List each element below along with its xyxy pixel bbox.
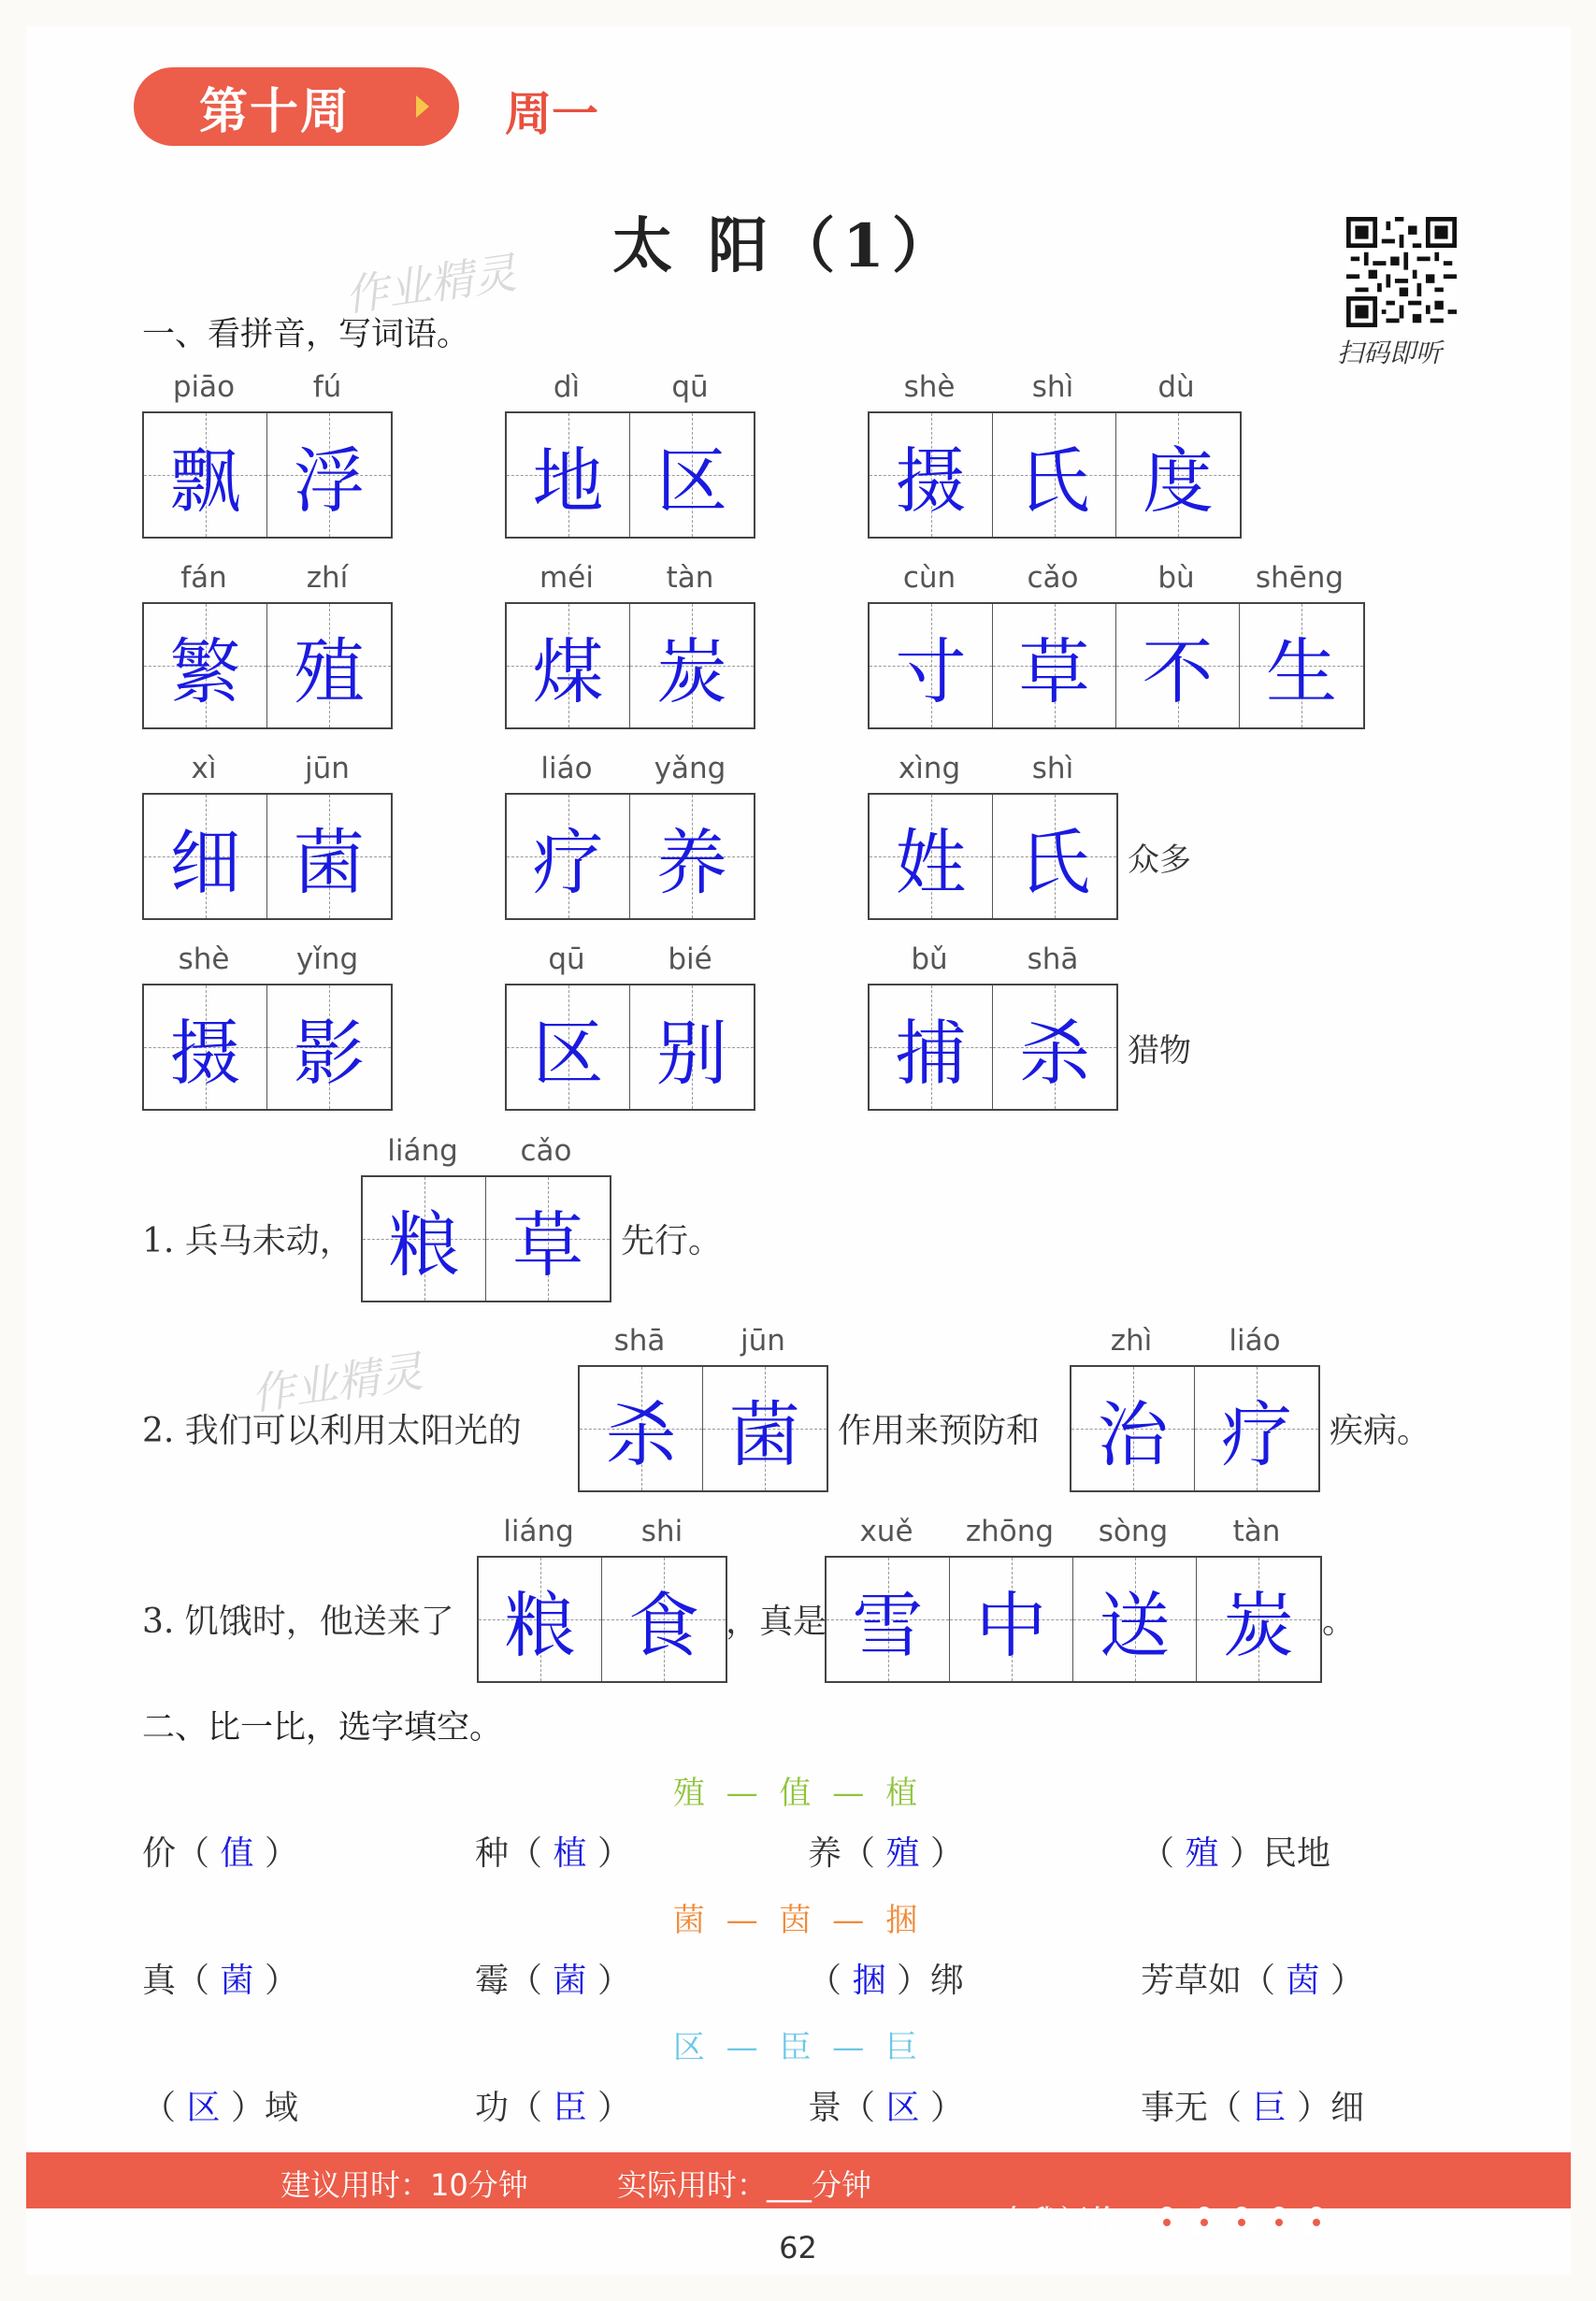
writing-box[interactable] (267, 413, 391, 537)
watermark-logo: 作业精灵 (341, 247, 520, 322)
pinyin-label: xì (191, 752, 217, 785)
fill-text-after: ） (264, 1962, 298, 2000)
writing-grid (868, 411, 1242, 539)
fill-text-before: 事无（ (1141, 2089, 1243, 2127)
fill-answer[interactable] (1174, 1834, 1229, 1873)
fill-text-after: ） (929, 2089, 964, 2127)
suggested-time: 建议用时：10分钟 (280, 2167, 528, 2203)
qr-code-icon[interactable] (1346, 217, 1457, 327)
answer-char: 摄 (895, 439, 967, 523)
writing-grid (868, 984, 1118, 1111)
writing-box[interactable] (267, 604, 391, 727)
pinyin-label: shì (1031, 752, 1074, 785)
answer-char: 寸 (895, 629, 967, 713)
answer-char: 菌 (729, 1392, 800, 1476)
answer-char: 细 (169, 820, 241, 904)
fill-text-before: 养（ (808, 1834, 876, 1873)
writing-box[interactable] (630, 604, 754, 727)
word-box-group (142, 370, 393, 539)
writing-box[interactable] (993, 985, 1116, 1109)
writing-box[interactable] (144, 413, 267, 537)
writing-grid (477, 1556, 727, 1683)
fill-answer-text: 臣 (553, 2089, 587, 2127)
pinyin-label: xuě (859, 1515, 913, 1548)
fill-text-after: ） (1330, 1962, 1364, 2000)
pinyin-row (825, 1515, 1322, 1556)
answer-char: 送 (1099, 1583, 1171, 1667)
writing-box[interactable] (630, 413, 754, 537)
pinyin-row (505, 752, 755, 793)
fill-blank-item (142, 2081, 298, 2129)
pinyin-row (142, 561, 393, 602)
word-box-group (505, 561, 755, 729)
week-label: 第十周 (199, 83, 352, 140)
pinyin-row (578, 1324, 828, 1365)
answer-char: 草 (1018, 629, 1090, 713)
pinyin-label: shēng (1255, 561, 1344, 595)
pinyin-row (477, 1515, 727, 1556)
writing-grid (142, 602, 393, 729)
page-number: 62 (779, 2230, 817, 2265)
answer-char: 雪 (852, 1583, 924, 1667)
fill-text-before: 真（ (142, 1962, 210, 2000)
answer-char: 炭 (1223, 1583, 1294, 1667)
writing-grid (505, 602, 755, 729)
fill-text-before: （ (808, 1962, 842, 2000)
word-box-group (142, 942, 393, 1111)
answer-char: 草 (512, 1202, 583, 1287)
writing-box[interactable] (1197, 1558, 1320, 1681)
answer-char: 别 (656, 1011, 727, 1095)
answer-char: 炭 (656, 629, 727, 713)
word-box-group (505, 752, 755, 920)
fill-answer[interactable] (875, 2089, 930, 2127)
fill-blank-item (1141, 2081, 1364, 2129)
pinyin-label: yǎng (654, 752, 726, 785)
writing-box[interactable] (144, 604, 267, 727)
fill-text-after: ）细 (1296, 2089, 1364, 2127)
fill-answer[interactable] (1275, 1962, 1330, 2000)
fill-answer[interactable] (1242, 2089, 1297, 2127)
pinyin-label: zhí (306, 561, 349, 595)
word-box-group (361, 1134, 611, 1302)
fill-blank-item (808, 1827, 964, 1875)
pinyin-label: shā (613, 1324, 666, 1358)
fill-answer[interactable] (841, 1962, 897, 2000)
writing-box[interactable] (1071, 1367, 1195, 1490)
word-box-group (477, 1515, 727, 1683)
writing-box[interactable] (950, 1558, 1073, 1681)
pinyin-label: bù (1157, 561, 1195, 595)
writing-box[interactable] (507, 985, 630, 1109)
pinyin-label: cǎo (520, 1134, 572, 1168)
pinyin-label: fú (312, 370, 342, 404)
fill-answer-text: 区 (186, 2089, 221, 2127)
qr-caption: 扫码即听 (1337, 338, 1443, 368)
pinyin-label: sòng (1098, 1515, 1169, 1548)
writing-grid (868, 602, 1365, 729)
word-box-group (505, 370, 755, 539)
fill-blank-item (475, 2081, 631, 2129)
pinyin-row (868, 942, 1118, 984)
answer-char: 氏 (1019, 820, 1090, 904)
answer-char: 粮 (504, 1583, 576, 1667)
writing-box[interactable] (827, 1558, 950, 1681)
pinyin-label: shi (640, 1515, 683, 1548)
writing-box[interactable] (486, 1177, 610, 1301)
fill-text-before: 价（ (142, 1834, 210, 1873)
day-label: 周一 (505, 87, 598, 141)
word-box-group (142, 752, 393, 920)
writing-box[interactable] (870, 413, 993, 537)
fill-text-after: ）绑 (896, 1962, 964, 2000)
fill-answer[interactable] (542, 1834, 597, 1873)
writing-grid (868, 793, 1118, 920)
answer-char: 不 (1142, 629, 1214, 713)
writing-grid (825, 1556, 1322, 1683)
pinyin-label: qū (548, 942, 585, 976)
writing-box[interactable] (1116, 604, 1240, 727)
fill-blank-item (1141, 1954, 1364, 2002)
answer-char: 菌 (294, 820, 365, 904)
fill-blank-item (808, 2081, 964, 2129)
fill-text-after: ） (597, 1834, 631, 1873)
pinyin-label: liáng (503, 1515, 574, 1548)
pinyin-label: jūn (740, 1324, 785, 1358)
pinyin-label: bǔ (911, 942, 948, 976)
answer-char: 地 (532, 439, 604, 523)
fill-text-before: （ (1141, 1834, 1175, 1873)
pinyin-row (505, 561, 755, 602)
sentence-suffix: 。 (1322, 1603, 1357, 1641)
word-box-group (578, 1324, 828, 1492)
sentence-middle: ，真是 (726, 1603, 827, 1641)
fill-answer[interactable] (209, 1834, 265, 1873)
writing-box[interactable] (870, 604, 993, 727)
answer-char: 区 (656, 439, 727, 523)
fill-answer-text: 巨 (1252, 2089, 1287, 2127)
pinyin-label: tàn (666, 561, 714, 595)
fill-text-after: ）民地 (1229, 1834, 1330, 1873)
fill-text-before: 功（ (475, 2089, 543, 2127)
answer-char: 浮 (294, 439, 365, 523)
fill-answer[interactable] (542, 1962, 597, 2000)
pinyin-label: jūn (305, 752, 350, 785)
writing-box[interactable] (267, 795, 391, 918)
pinyin-label: méi (539, 561, 594, 595)
fill-answer-text: 捆 (852, 1962, 886, 2000)
fill-blank-item (1141, 1827, 1330, 1875)
fill-text-before: 霉（ (475, 1962, 543, 2000)
writing-box[interactable] (507, 795, 630, 918)
writing-box[interactable] (993, 604, 1116, 727)
fill-blank-item (475, 1954, 631, 2002)
answer-char: 区 (532, 1011, 604, 1095)
pinyin-label: qū (671, 370, 709, 404)
fill-answer-text: 殖 (1185, 1834, 1219, 1873)
answer-char: 养 (656, 820, 727, 904)
pinyin-label: fán (180, 561, 227, 595)
writing-box[interactable] (870, 985, 993, 1109)
compare-group-header: 菌 — 茵 — 捆 (672, 1902, 924, 1939)
fill-answer[interactable] (875, 1834, 930, 1873)
pinyin-label: dì (553, 370, 581, 404)
fill-text-before: （ (142, 2089, 177, 2127)
writing-grid (578, 1365, 828, 1492)
writing-grid (505, 411, 755, 539)
writing-box[interactable] (479, 1558, 602, 1681)
word-box-group (505, 942, 755, 1111)
lesson-title: 太 阳（1） (612, 211, 959, 281)
pinyin-row (868, 752, 1118, 793)
word-box-group (868, 561, 1365, 729)
pinyin-label: shā (1027, 942, 1079, 976)
pinyin-label: cùn (902, 561, 956, 595)
answer-char: 疗 (532, 820, 604, 904)
fill-blank-item (142, 1954, 298, 2002)
pinyin-label: shì (1031, 370, 1074, 404)
answer-char: 疗 (1221, 1392, 1292, 1476)
fill-text-before: 芳草如（ (1141, 1962, 1276, 2000)
fill-blank-item (142, 1827, 298, 1875)
writing-box[interactable] (993, 413, 1116, 537)
fill-answer[interactable] (176, 2089, 231, 2127)
fill-answer-text: 区 (885, 2089, 920, 2127)
fill-answer-text: 菌 (220, 1962, 254, 2000)
fill-answer-text: 殖 (885, 1834, 920, 1873)
fill-blank-item (475, 1827, 631, 1875)
compare-group-header: 区 — 臣 — 巨 (672, 2029, 924, 2066)
writing-grid (142, 984, 393, 1111)
writing-box[interactable] (870, 795, 993, 918)
word-suffix: 众多 (1128, 841, 1191, 879)
pinyin-label: liáo (1229, 1324, 1281, 1358)
writing-box[interactable] (1240, 604, 1363, 727)
answer-char: 粮 (388, 1202, 460, 1287)
writing-box[interactable] (363, 1177, 486, 1301)
fill-answer-text: 菌 (553, 1962, 587, 2000)
answer-char: 杀 (605, 1392, 677, 1476)
word-box-group (868, 752, 1118, 920)
pinyin-label: xìng (898, 752, 961, 785)
fill-text-before: 种（ (475, 1834, 543, 1873)
writing-box[interactable] (703, 1367, 827, 1490)
sentence-middle: 作用来预防和 (838, 1412, 1041, 1450)
pinyin-label: dù (1157, 370, 1195, 404)
writing-grid (142, 793, 393, 920)
word-box-group (868, 370, 1242, 539)
fill-text-after: ）域 (230, 2089, 298, 2127)
pinyin-label: zhōng (965, 1515, 1055, 1548)
answer-char: 摄 (169, 1011, 241, 1095)
word-box-group (868, 942, 1118, 1111)
writing-box[interactable] (580, 1367, 703, 1490)
answer-char: 煤 (532, 629, 604, 713)
writing-grid (142, 411, 393, 539)
writing-grid (505, 793, 755, 920)
pinyin-label: shè (903, 370, 956, 404)
answer-char: 捕 (895, 1011, 967, 1095)
pinyin-row (868, 561, 1365, 602)
writing-box[interactable] (144, 985, 267, 1109)
pinyin-label: cǎo (1027, 561, 1079, 595)
writing-grid (505, 984, 755, 1111)
answer-char: 杀 (1019, 1011, 1090, 1095)
self-rating-label: 自我评价： (999, 2203, 1149, 2238)
pinyin-label: liáo (540, 752, 593, 785)
writing-box[interactable] (267, 985, 391, 1109)
writing-box[interactable] (602, 1558, 726, 1681)
week-badge (134, 67, 459, 146)
answer-char: 生 (1266, 629, 1337, 713)
word-box-group (142, 561, 393, 729)
writing-grid (361, 1175, 611, 1302)
fill-answer-text: 植 (553, 1834, 587, 1873)
fill-answer[interactable] (542, 2089, 597, 2127)
word-suffix: 猎物 (1128, 1032, 1191, 1070)
pinyin-row (361, 1134, 611, 1175)
word-box-group (825, 1515, 1322, 1683)
writing-box[interactable] (630, 985, 754, 1109)
fill-answer[interactable] (209, 1962, 265, 2000)
pinyin-label: yǐng (295, 942, 359, 976)
answer-char: 中 (975, 1583, 1047, 1667)
pinyin-label: tàn (1232, 1515, 1281, 1548)
pinyin-row (142, 752, 393, 793)
pinyin-label: zhì (1110, 1324, 1153, 1358)
answer-char: 度 (1143, 439, 1214, 523)
pinyin-row (1070, 1324, 1320, 1365)
answer-char: 氏 (1018, 439, 1090, 523)
fill-text-after: ） (264, 1834, 298, 1873)
writing-box[interactable] (144, 795, 267, 918)
answer-char: 影 (294, 1011, 365, 1095)
fill-answer-text: 值 (220, 1834, 254, 1873)
pinyin-row (142, 942, 393, 984)
pinyin-row (505, 942, 755, 984)
word-box-group (1070, 1324, 1320, 1492)
writing-grid (1070, 1365, 1320, 1492)
answer-char: 飘 (169, 439, 241, 523)
writing-box[interactable] (507, 604, 630, 727)
pinyin-label: bié (668, 942, 712, 976)
answer-char: 治 (1097, 1392, 1169, 1476)
answer-char: 姓 (895, 820, 967, 904)
sentence-prefix: 3. 饥饿时，他送来了 (142, 1603, 454, 1641)
fill-blank-item (808, 1954, 964, 2002)
fill-text-after: ） (597, 1962, 631, 2000)
answer-char: 食 (628, 1583, 699, 1667)
pinyin-row (505, 370, 755, 411)
fill-text-after: ） (929, 1834, 964, 1873)
answer-char: 殖 (294, 629, 365, 713)
section-2-heading: 二、比一比，选字填空。 (142, 1709, 503, 1747)
writing-box[interactable] (1073, 1558, 1197, 1681)
arrow-right-icon (416, 95, 429, 118)
pinyin-row (142, 370, 393, 411)
pinyin-label: liáng (387, 1134, 458, 1168)
fill-text-after: ） (597, 2089, 631, 2127)
answer-char: 繁 (169, 629, 241, 713)
writing-box[interactable] (1195, 1367, 1318, 1490)
writing-box[interactable] (630, 795, 754, 918)
sentence-prefix: 1. 兵马未动， (142, 1222, 353, 1260)
fill-text-before: 景（ (808, 2089, 876, 2127)
sentence-suffix: 疾病。 (1330, 1412, 1431, 1450)
writing-box[interactable] (507, 413, 630, 537)
sentence-prefix: 2. 我们可以利用太阳光的 (142, 1412, 522, 1450)
pinyin-label: shè (178, 942, 230, 976)
section-1-heading: 一、看拼音，写词语。 (142, 316, 470, 353)
pinyin-label: piāo (172, 370, 236, 404)
writing-box[interactable] (1116, 413, 1240, 537)
actual-time: 实际用时：___分钟 (617, 2167, 872, 2203)
watermark-logo: 作业精灵 (248, 1345, 426, 1420)
compare-group-header: 殖 — 值 — 植 (672, 1775, 924, 1812)
writing-box[interactable] (993, 795, 1116, 918)
sentence-suffix: 先行。 (621, 1222, 723, 1260)
fill-answer-text: 茵 (1286, 1962, 1320, 2000)
pinyin-row (868, 370, 1242, 411)
